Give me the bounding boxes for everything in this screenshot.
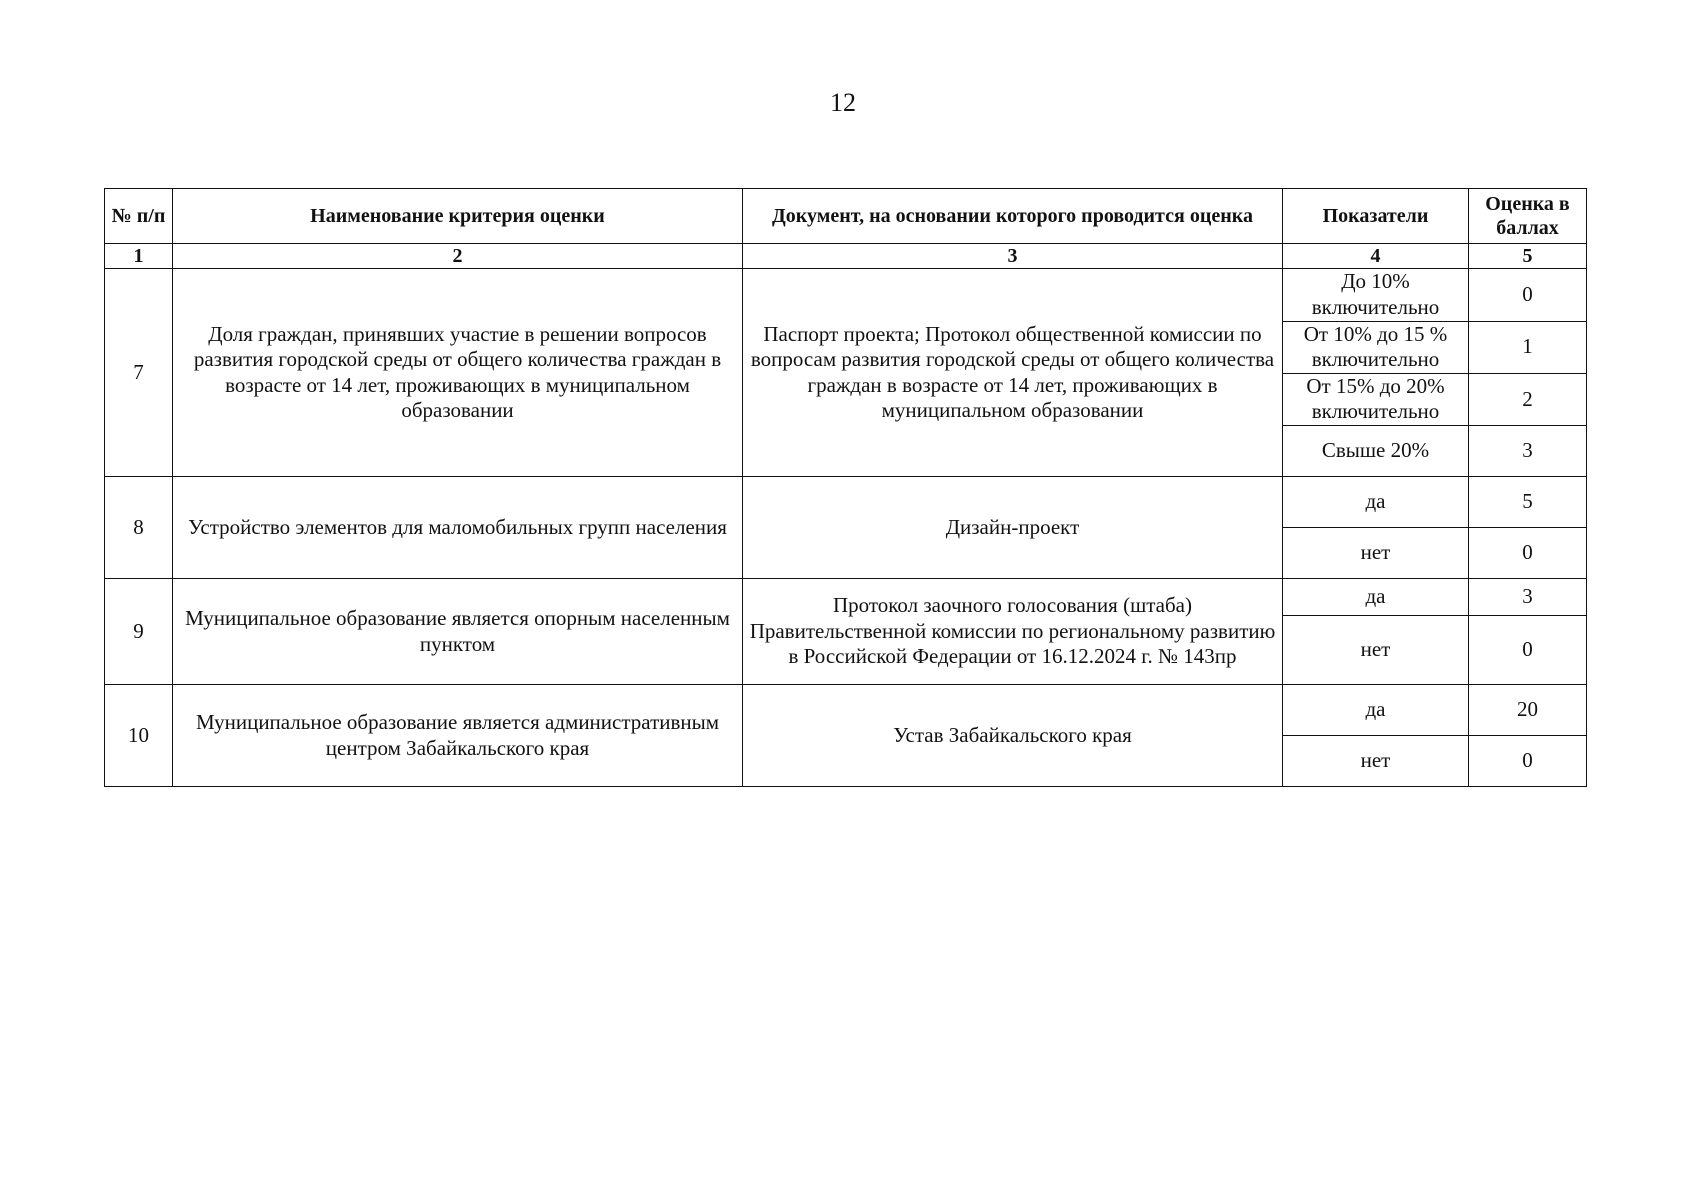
page-number: 12 <box>830 88 856 117</box>
table-row <box>105 269 1587 321</box>
table-header-row <box>105 189 1587 244</box>
score-cell: 0 <box>1469 736 1587 787</box>
column-numbers-row <box>105 244 1587 269</box>
indicator-cell: нет <box>1283 528 1469 579</box>
row-number: 9 <box>105 579 173 685</box>
table-row <box>105 477 1587 528</box>
score-cell: 2 <box>1469 373 1587 425</box>
document-cell: Паспорт проекта; Протокол общественной комиссии по вопросам развития городской среды от общего количества граждан в возрасте от 14 лет, проживающих в муниципальном образовании <box>743 269 1283 477</box>
header-indicators: Показатели <box>1283 189 1469 244</box>
score-cell: 5 <box>1469 477 1587 528</box>
row-number: 7 <box>105 269 173 477</box>
criteria-table <box>104 188 1587 787</box>
column-number: 3 <box>743 244 1283 269</box>
indicator-cell: нет <box>1283 736 1469 787</box>
indicator-cell: От 15% до 20% включительно <box>1283 373 1469 425</box>
indicator-cell: От 10% до 15 % включительно <box>1283 321 1469 373</box>
header-num: № п/п <box>105 189 173 244</box>
indicator-cell: да <box>1283 579 1469 616</box>
score-cell: 0 <box>1469 616 1587 685</box>
score-cell: 0 <box>1469 269 1587 321</box>
column-number: 4 <box>1283 244 1469 269</box>
header-criterion: Наименование критерия оценки <box>173 189 743 244</box>
row-number: 10 <box>105 685 173 787</box>
document-cell: Дизайн-проект <box>743 477 1283 579</box>
table-row <box>105 685 1587 736</box>
column-number: 5 <box>1469 244 1587 269</box>
indicator-cell: да <box>1283 685 1469 736</box>
indicator-cell: До 10% включительно <box>1283 269 1469 321</box>
table-row <box>105 579 1587 616</box>
header-document: Документ, на основании которого проводится оценка <box>743 189 1283 244</box>
column-number: 2 <box>173 244 743 269</box>
criterion-cell: Устройство элементов для маломобильных групп населения <box>173 477 743 579</box>
header-score: Оценка в баллах <box>1469 189 1587 244</box>
column-number: 1 <box>105 244 173 269</box>
criterion-cell: Муниципальное образование является опорным населенным пунктом <box>173 579 743 685</box>
indicator-cell: да <box>1283 477 1469 528</box>
criterion-cell: Муниципальное образование является административным центром Забайкальского края <box>173 685 743 787</box>
score-cell: 3 <box>1469 426 1587 477</box>
score-cell: 3 <box>1469 579 1587 616</box>
score-cell: 0 <box>1469 528 1587 579</box>
criterion-cell: Доля граждан, принявших участие в решении вопросов развития городской среды от общего количества граждан в возрасте от 14 лет, проживающих в муниципальном образовании <box>173 269 743 477</box>
document-cell: Протокол заочного голосования (штаба) Правительственной комиссии по региональному развитию в Российской Федерации от 16.12.2024 г. № 143пр <box>743 579 1283 685</box>
score-cell: 20 <box>1469 685 1587 736</box>
score-cell: 1 <box>1469 321 1587 373</box>
indicator-cell: нет <box>1283 616 1469 685</box>
indicator-cell: Свыше 20% <box>1283 426 1469 477</box>
document-cell: Устав Забайкальского края <box>743 685 1283 787</box>
row-number: 8 <box>105 477 173 579</box>
